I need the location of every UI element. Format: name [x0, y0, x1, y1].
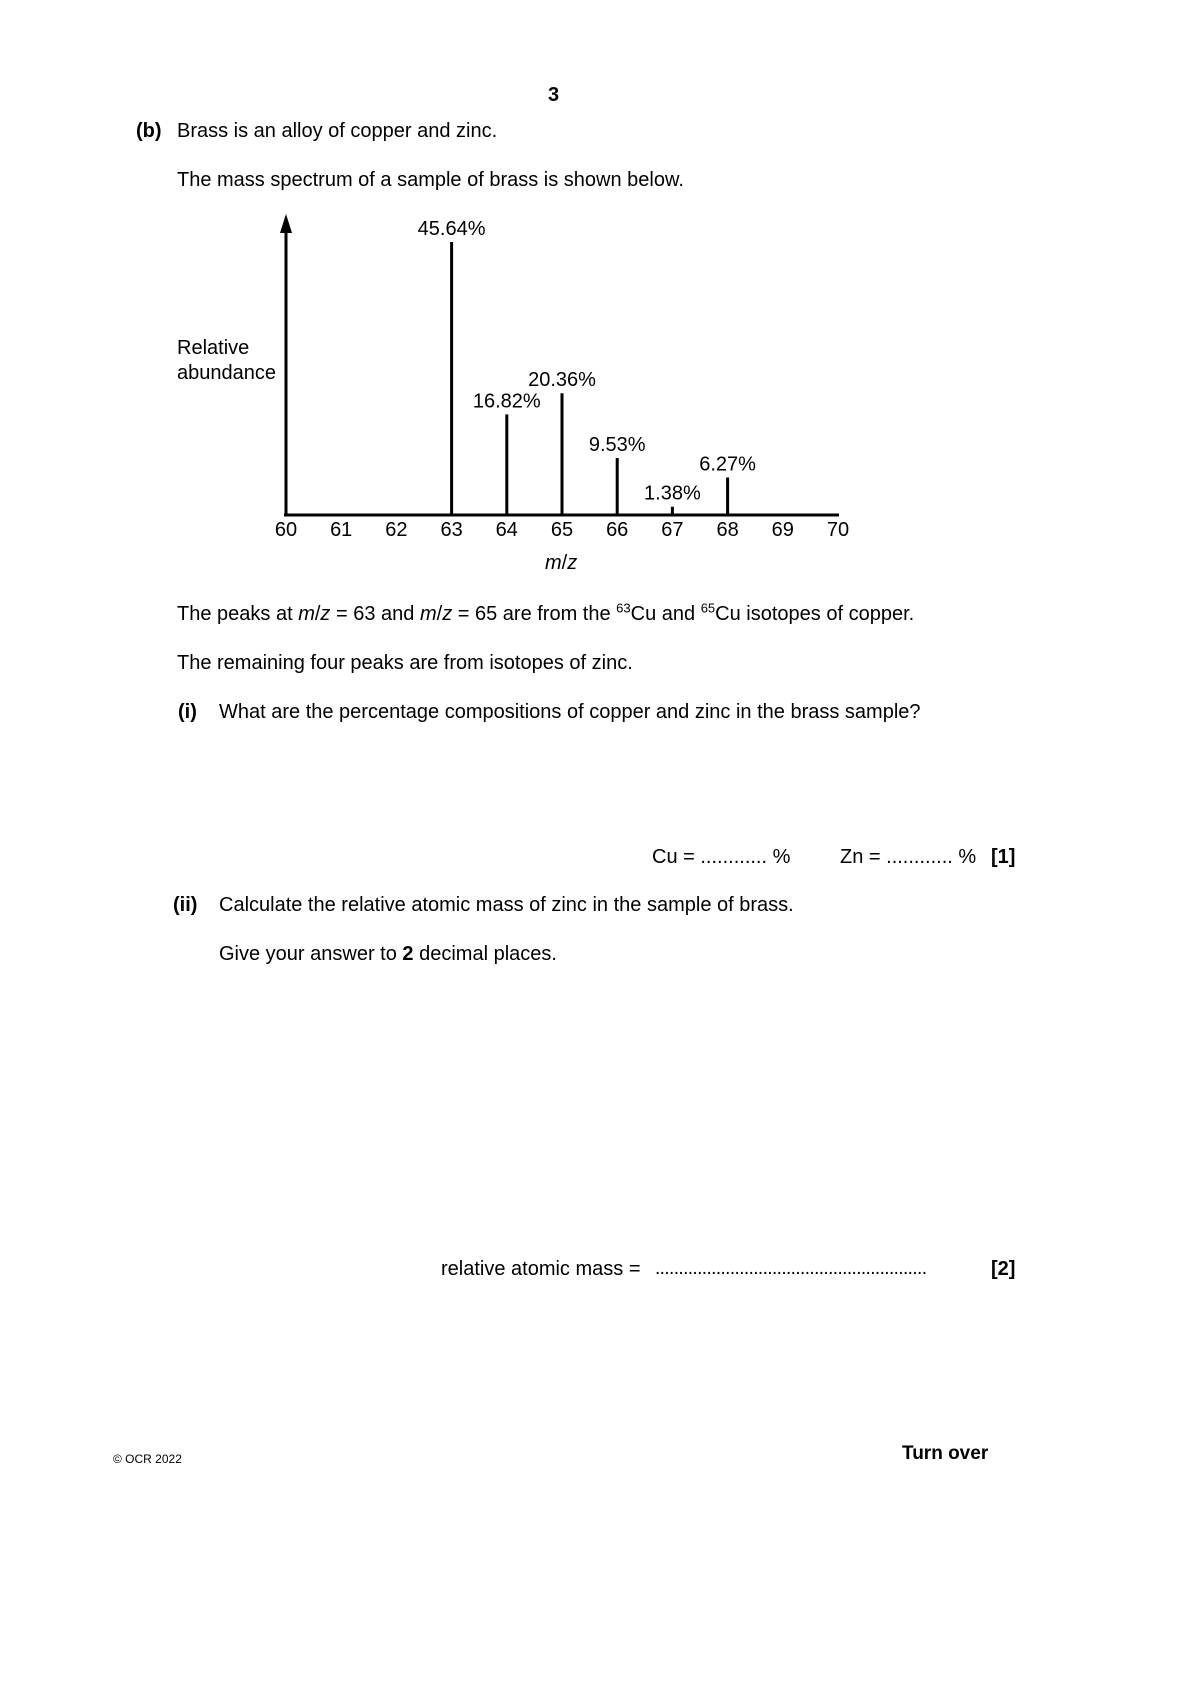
peak-label: 9.53%: [588, 433, 646, 456]
peak-label: 20.36%: [528, 369, 596, 392]
x-tick-label: 61: [330, 519, 353, 541]
x-tick-label: 64: [495, 519, 518, 541]
x-tick-label: 67: [661, 519, 684, 541]
x-tick-label: 65: [550, 519, 574, 541]
question-i-text: What are the percentage compositions of copper and zinc in the brass sample?: [219, 701, 921, 723]
mass-spectrum-chart: [160, 200, 880, 590]
y-axis-arrow-icon: [280, 214, 292, 233]
zn-answer-field[interactable]: Zn = ............ %: [840, 846, 977, 868]
peak-label: 1.38%: [644, 482, 701, 505]
peaks-explanation: The peaks at m/z = 63 and m/z = 65 are from the $^{63}$Cu and $^{65}$Cu isotopes of copper.: [177, 600, 915, 625]
peak-label: 45.64%: [417, 218, 486, 240]
peak-label: 6.27%: [699, 453, 756, 476]
turn-over-text: Turn over: [902, 1443, 989, 1464]
x-axis-label: m/z: [545, 552, 578, 574]
question-i-marks: [1]: [991, 846, 1016, 868]
remaining-peaks-text: The remaining four peaks are from isotopes of zinc.: [177, 652, 633, 674]
y-axis-label-line1: Relative: [177, 337, 250, 359]
question-ii-label: (ii): [173, 894, 198, 916]
question-ii-instruction: Give your answer to 2 decimal places.: [219, 943, 557, 965]
x-tick-label: 70: [826, 519, 850, 541]
part-b-label: (b): [136, 120, 162, 142]
part-b-intro: Brass is an alloy of copper and zinc.: [177, 120, 498, 142]
x-tick-label: 62: [385, 519, 408, 541]
question-ii-marks: [2]: [991, 1258, 1016, 1280]
question-ii-text: Calculate the relative atomic mass of zinc in the sample of brass.: [219, 894, 794, 916]
x-tick-label: 63: [440, 519, 463, 541]
ram-answer-field[interactable]: ..........................................................: [655, 1258, 927, 1279]
page-number: 3: [548, 84, 560, 106]
cu-answer-field[interactable]: Cu = ............ %: [652, 846, 791, 868]
y-axis-label-line2: abundance: [177, 362, 276, 384]
copyright-text: © OCR 2022: [113, 1452, 182, 1466]
ram-answer-label: relative atomic mass =: [441, 1258, 641, 1280]
spectrum-intro: The mass spectrum of a sample of brass is shown below.: [177, 169, 684, 191]
x-tick-label: 68: [716, 519, 739, 541]
x-tick-label: 66: [606, 519, 629, 541]
question-i-label: (i): [178, 701, 197, 723]
x-tick-label: 69: [771, 519, 794, 541]
peak-label: 16.82%: [472, 390, 541, 413]
x-tick-label: 60: [274, 519, 298, 541]
